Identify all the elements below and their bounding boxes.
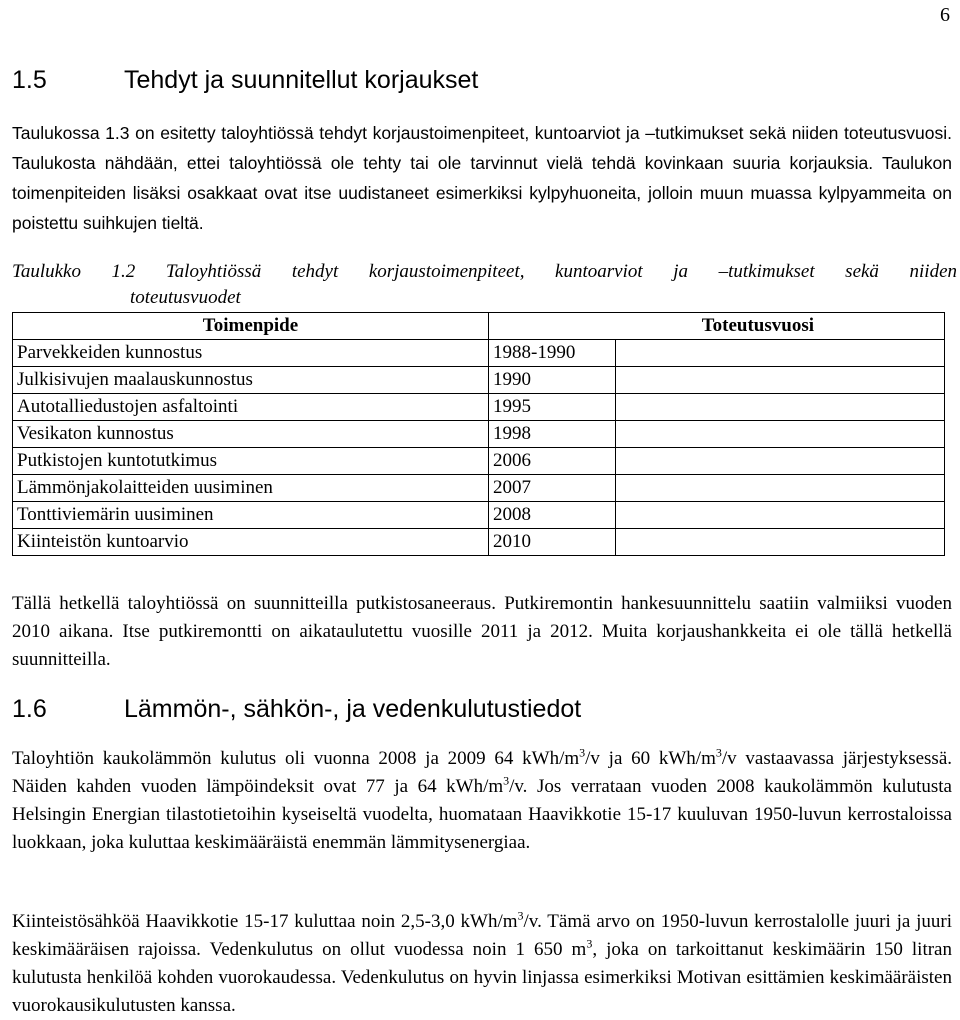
text-run: /v ja 60 kWh/m	[585, 748, 716, 769]
cell-empty	[616, 475, 945, 502]
table-row	[13, 340, 945, 367]
table-caption-line-2: toteutusvuodet	[130, 287, 241, 308]
cell-toimenpide: Autotalliedustojen asfaltointi	[13, 394, 489, 421]
superscript: 3	[715, 745, 722, 760]
section-title: Lämmön-, sähkön-, ja vedenkulutustiedot	[124, 695, 582, 723]
cell-toteutusvuosi: 2006	[489, 448, 616, 475]
section-heading-1-5	[12, 66, 478, 95]
section-title: Tehdyt ja suunnitellut korjaukset	[124, 66, 479, 94]
cell-empty	[616, 394, 945, 421]
section-heading-1-6	[12, 695, 581, 724]
cell-toteutusvuosi: 1988-1990	[489, 340, 616, 367]
superscript: 3	[503, 773, 510, 788]
table-row	[13, 448, 945, 475]
text-run: /v. Jos verrataan vuoden 2008 kaukolämmön kulutusta Helsingin Energian tilastotietoihin kyseiseltä vuodelta, huomataan Haavikkotie 15-17 kuuluvan 1950-luvun kerrostaloissa luokkaan, joka kuluttaa keskimääräistä enemmän lämmitysenergiaa.	[12, 776, 952, 853]
cell-toimenpide: Vesikaton kunnostus	[13, 421, 489, 448]
text-run: /v vastaavassa järjestyksessä. Näiden kahden vuoden lämpöindeksit ovat 77 ja 64 kWh/m	[12, 748, 952, 797]
cell-toteutusvuosi: 1998	[489, 421, 616, 448]
superscript: 3	[579, 745, 586, 760]
repairs-table	[12, 312, 945, 556]
table-row	[13, 421, 945, 448]
intro-paragraph: Taulukossa 1.3 on esitetty taloyhtiössä tehdyt korjaustoimenpiteet, kuntoarviot ja –tutkimukset sekä niiden toteutusvuosi. Taulukosta nähdään, ettei taloyhtiössä ole tehty tai ole tarvinnut vielä tehdä kovinkaan suuria korjauksia. Taulukon toimenpiteiden lisäksi osakkaat ovat itse uudistaneet esimerkiksi kylpyhuoneita, jolloin muun muassa kylpyammeita on poistettu suihkujen tieltä.	[12, 123, 952, 233]
cell-toteutusvuosi: 1990	[489, 367, 616, 394]
header-toteutusvuosi: Toteutusvuosi	[489, 313, 945, 340]
cell-toteutusvuosi: 2008	[489, 502, 616, 529]
superscript: 3	[586, 936, 593, 951]
cell-toteutusvuosi: 2007	[489, 475, 616, 502]
text-run: /v. Tämä arvo on 1950-luvun kerrostalolle juuri ja juuri keskimääräisen rajoissa. Vedenkulutus on ollut vuodessa noin 1 650 m	[12, 911, 952, 960]
cell-empty	[616, 367, 945, 394]
cell-toteutusvuosi: 1995	[489, 394, 616, 421]
table-row	[13, 394, 945, 421]
superscript: 3	[517, 908, 524, 923]
table-row	[13, 475, 945, 502]
heat-consumption-paragraph	[12, 745, 952, 857]
cell-toimenpide: Tonttiviemärin uusiminen	[13, 502, 489, 529]
table-row	[13, 367, 945, 394]
cell-toimenpide: Putkistojen kuntotutkimus	[13, 448, 489, 475]
electricity-water-paragraph	[12, 908, 952, 1020]
cell-toimenpide: Julkisivujen maalauskunnostus	[13, 367, 489, 394]
table-row	[13, 502, 945, 529]
table-row	[13, 529, 945, 556]
cell-empty	[616, 421, 945, 448]
cell-empty	[616, 340, 945, 367]
after-table-paragraph: Tällä hetkellä taloyhtiössä on suunnitteilla putkistosaneeraus. Putkiremontin hankesuunnittelu saatiin valmiiksi vuoden 2010 aikana. Itse putkiremontti on aikataulutettu vuosille 2011 ja 2012. Muita korjaushankkeita ei ole tällä hetkellä suunnitteilla.	[12, 593, 952, 670]
section-number: 1.5	[12, 66, 47, 94]
text-run: , joka on tarkoittanut keskimäärin 150 litran kulutusta henkilöä kohden vuorokaudessa. Vedenkulutus on hyvin linjassa esimerkiksi Motivan esittämien keskimääräisten vuorokausikulutusten kanssa.	[12, 939, 952, 1016]
header-toimenpide: Toimenpide	[13, 313, 489, 340]
table-caption	[12, 259, 957, 311]
table-header-row	[13, 313, 945, 340]
text-run: Kiinteistösähköä Haavikkotie 15-17 kuluttaa noin 2,5-3,0 kWh/m	[12, 911, 518, 932]
cell-empty	[616, 448, 945, 475]
cell-toteutusvuosi: 2010	[489, 529, 616, 556]
section-number: 1.6	[12, 695, 47, 723]
cell-empty	[616, 529, 945, 556]
text-run: Taloyhtiön kaukolämmön kulutus oli vuonna 2008 ja 2009 64 kWh/m	[12, 748, 580, 769]
page-number: 6	[940, 4, 950, 26]
table-caption-line-1: Taulukko 1.2 Taloyhtiössä tehdyt korjaustoimenpiteet, kuntoarviot ja –tutkimukset sekä niiden	[12, 261, 957, 282]
cell-toimenpide: Parvekkeiden kunnostus	[13, 340, 489, 367]
cell-toimenpide: Kiinteistön kuntoarvio	[13, 529, 489, 556]
cell-toimenpide: Lämmönjakolaitteiden uusiminen	[13, 475, 489, 502]
cell-empty	[616, 502, 945, 529]
